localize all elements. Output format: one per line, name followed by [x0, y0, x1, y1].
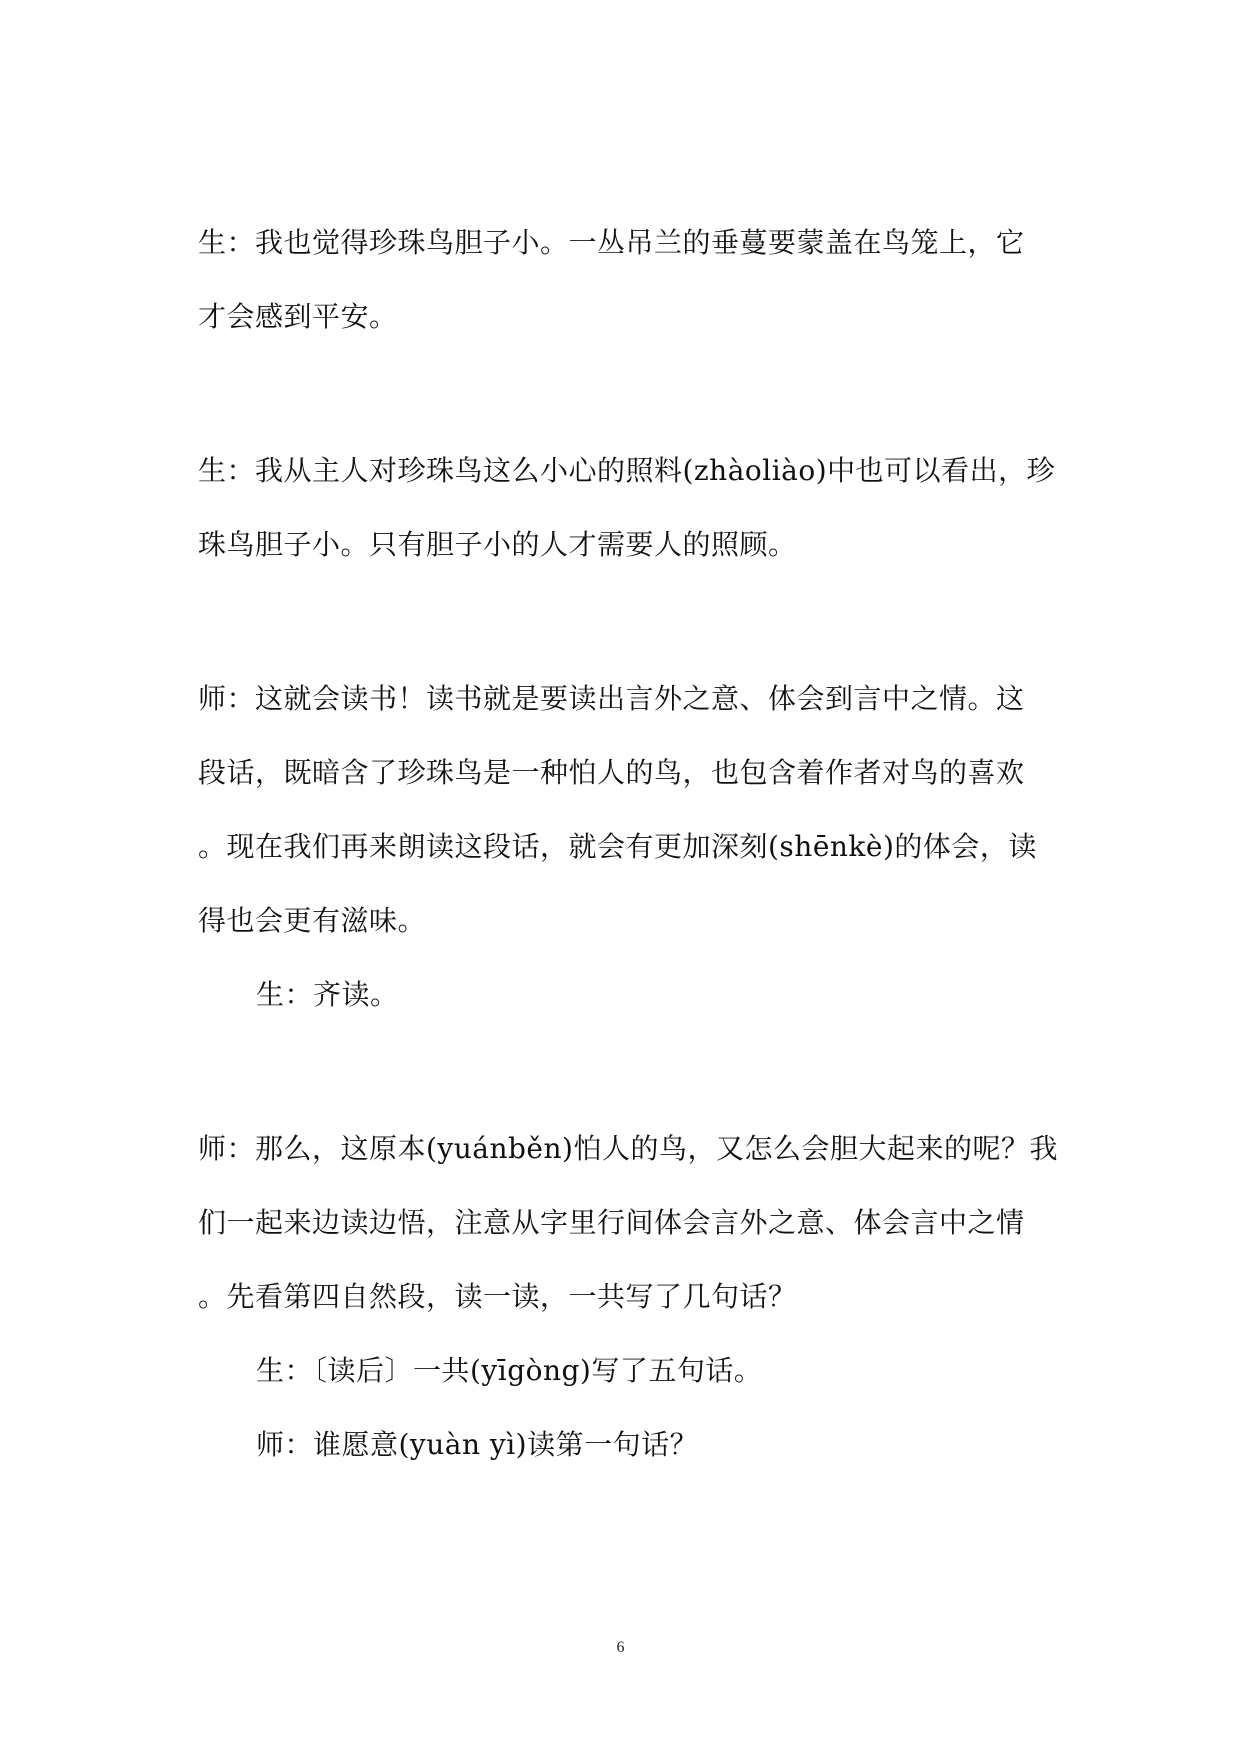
text-line-10: 师：那么，这原本(yuánběn)怕人的鸟，又怎么会胆大起来的呢？我 — [198, 1132, 1058, 1165]
text-line-14: 师：谁愿意(yuàn yì)读第一句话？ — [256, 1428, 699, 1461]
text-line-6: 段话，既暗含了珍珠鸟是一种怕人的鸟，也包含着作者对鸟的喜欢 — [198, 756, 1025, 789]
text-line-9: 生：齐读。 — [256, 978, 399, 1011]
page-number: 6 — [616, 1639, 625, 1656]
text-line-1: 生：我也觉得珍珠鸟胆子小。一丛吊兰的垂蔓要蒙盖在鸟笼上，它 — [198, 226, 1025, 259]
text-line-11: 们一起来边读边悟，注意从字里行间体会言外之意、体会言中之情 — [198, 1206, 1025, 1239]
text-line-7: 。现在我们再来朗读这段话，就会有更加深刻(shēnkè)的体会，读 — [198, 830, 1037, 863]
text-line-8: 得也会更有滋味。 — [198, 904, 427, 937]
text-line-12: 。先看第四自然段，读一读，一共写了几句话？ — [198, 1280, 797, 1313]
text-line-5: 师：这就会读书！读书就是要读出言外之意、体会到言中之情。这 — [198, 682, 1025, 715]
text-line-2: 才会感到平安。 — [198, 300, 398, 333]
text-line-4: 珠鸟胆子小。只有胆子小的人才需要人的照顾。 — [198, 528, 797, 561]
text-line-3: 生：我从主人对珍珠鸟这么小心的照料(zhàoliào)中也可以看出，珍 — [198, 454, 1056, 487]
text-line-13: 生：〔读后〕一共(yīgòng)写了五句话。 — [256, 1354, 763, 1387]
